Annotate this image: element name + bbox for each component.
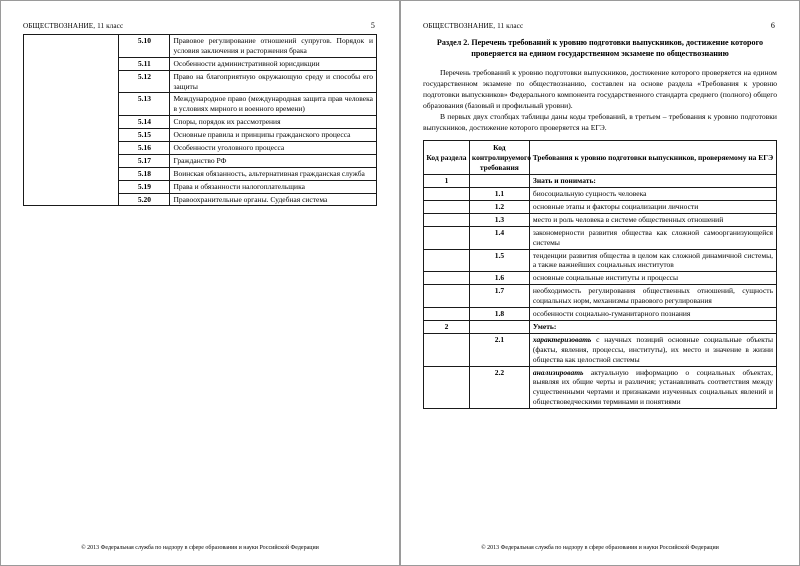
requirement-text: основные этапы и факторы социализации личности [529, 201, 776, 214]
topic-description: Споры, порядок их рассмотрения [170, 116, 377, 129]
topic-description: Правовое регулирование отношений супругов. Порядок и условия заключения и расторжения брака [170, 35, 377, 58]
requirement-code: 1.6 [469, 272, 529, 285]
requirement-verb: анализировать [532, 367, 584, 377]
table-row [424, 272, 777, 285]
topic-description: Гражданство РФ [170, 154, 377, 167]
topic-description: Основные правила и принципы гражданского процесса [170, 129, 377, 142]
topic-group-cell [24, 35, 119, 206]
requirements-table [423, 140, 777, 409]
running-head-title-left: ОБЩЕСТВОЗНАНИЕ, 11 класс [23, 22, 124, 30]
table-row [424, 366, 777, 409]
section-code: 1 [424, 175, 470, 188]
table-body-left [24, 35, 377, 206]
section-code [424, 201, 470, 214]
topic-code: 5.11 [119, 57, 170, 70]
column-header-section-code: Код раздела [424, 141, 470, 175]
topic-code: 5.16 [119, 142, 170, 155]
topic-code: 5.19 [119, 180, 170, 193]
requirement-text: анализировать актуальную информацию о социальных объектах, выявляя их общие черты и различия; устанавливать соответствия между существенными чертами и признаками изученных социальных явлений и обществоведческими терминами и понятиями [529, 366, 776, 409]
topic-code: 5.18 [119, 167, 170, 180]
requirement-text: характеризовать с научных позиций основные социальные объекты (факты, явления, процессы, институты), их место и значение в жизни общества как целостной системы [529, 333, 776, 366]
section-code [424, 285, 470, 308]
topic-description: Воинская обязанность, альтернативная гражданская служба [170, 167, 377, 180]
table-row [424, 308, 777, 321]
section-code [424, 272, 470, 285]
table-header-row [424, 141, 777, 175]
page-number-right: 6 [770, 21, 775, 30]
table-row [424, 320, 777, 333]
section-code [424, 308, 470, 321]
table-head-right [424, 141, 777, 175]
requirement-verb: характеризовать [532, 334, 592, 344]
topic-code: 5.10 [119, 35, 170, 58]
requirement-code [469, 175, 529, 188]
requirement-text: необходимость регулирования общественных отношений, сущность социальных норм, механизмы правового регулирования [529, 285, 776, 308]
table-row [424, 201, 777, 214]
section-code [424, 333, 470, 366]
topic-code: 5.14 [119, 116, 170, 129]
requirement-text: основные социальные институты и процессы [529, 272, 776, 285]
running-head-title-right: ОБЩЕСТВОЗНАНИЕ, 11 класс [423, 22, 524, 30]
footer-right: © 2013 Федеральная служба по надзору в сфере образования и науки Российской Федерации [481, 545, 719, 551]
section-code [424, 249, 470, 272]
page-right [400, 0, 800, 566]
requirement-text: особенности социально-гуманитарного познания [529, 308, 776, 321]
requirement-code: 1.1 [469, 188, 529, 201]
table-row [424, 226, 777, 249]
topic-code: 5.20 [119, 193, 170, 206]
column-header-requirement-code: Код контролируемого требования [469, 141, 529, 175]
topic-code: 5.17 [119, 154, 170, 167]
topic-code: 5.15 [119, 129, 170, 142]
topic-description: Международное право (международная защита прав человека в условиях мирного и военного времени) [170, 93, 377, 116]
table-row [24, 35, 377, 58]
requirement-code: 1.2 [469, 201, 529, 214]
running-head-left [23, 21, 377, 30]
table-row [424, 333, 777, 366]
footer-left: © 2013 Федеральная служба по надзору в сфере образования и науки Российской Федерации [81, 545, 319, 551]
section-code [424, 366, 470, 409]
paragraph: Перечень требований к уровню подготовки выпускников, достижение которого проверяется на едином государственном экзамене по обществознанию, составлен на основе раздела «Требования к уровню подготовки выпускников» Федерального компонента государственного стандарта среднего (полного) общего образования (базовый и профильный уровни). [423, 68, 777, 110]
requirement-text: закономерности развития общества как сложной самоорганизующейся системы [529, 226, 776, 249]
topic-description: Права и обязанности налогоплательщика [170, 180, 377, 193]
requirement-code: 1.4 [469, 226, 529, 249]
requirement-code: 2.2 [469, 366, 529, 409]
table-body-right [424, 175, 777, 409]
table-row [424, 249, 777, 272]
requirement-text: биосоциальную сущность человека [529, 188, 776, 201]
requirement-code: 1.3 [469, 213, 529, 226]
intro-paragraphs [423, 68, 777, 134]
table-row [424, 213, 777, 226]
topic-code: 5.12 [119, 70, 170, 93]
section-title: Раздел 2. Перечень требований к уровню подготовки выпускников, достижение которого проверяется на едином государственном экзамене по обществознанию [436, 38, 764, 59]
paragraph: В первых двух столбцах таблицы даны коды требований, в третьем – требования к уровню подготовки выпускников, достижение которого проверяется на ЕГЭ. [423, 112, 777, 133]
topic-description: Особенности уголовного процесса [170, 142, 377, 155]
page-number-left: 5 [370, 21, 375, 30]
section-code [424, 226, 470, 249]
topic-description: Право на благоприятную окружающую среду и способы его защиты [170, 70, 377, 93]
section-code: 2 [424, 320, 470, 333]
requirement-group-label: Знать и понимать: [529, 175, 776, 188]
requirement-code [469, 320, 529, 333]
requirement-text: место и роль человека в системе общественных отношений [529, 213, 776, 226]
section-code [424, 188, 470, 201]
topic-code: 5.13 [119, 93, 170, 116]
running-head-right [423, 21, 777, 30]
requirement-code: 2.1 [469, 333, 529, 366]
requirement-group-label: Уметь: [529, 320, 776, 333]
topic-description: Особенности административной юрисдикции [170, 57, 377, 70]
requirement-code: 1.8 [469, 308, 529, 321]
requirement-code: 1.5 [469, 249, 529, 272]
table-row [424, 285, 777, 308]
requirement-code: 1.7 [469, 285, 529, 308]
column-header-requirement-text: Требования к уровню подготовки выпускников, проверяемому на ЕГЭ [529, 141, 776, 175]
section-code [424, 213, 470, 226]
topic-description: Правоохранительные органы. Судебная система [170, 193, 377, 206]
requirement-text: тенденции развития общества в целом как сложной динамичной системы, а также важнейших социальных институтов [529, 249, 776, 272]
table-row [424, 188, 777, 201]
content-table-left [23, 34, 377, 206]
table-row [424, 175, 777, 188]
